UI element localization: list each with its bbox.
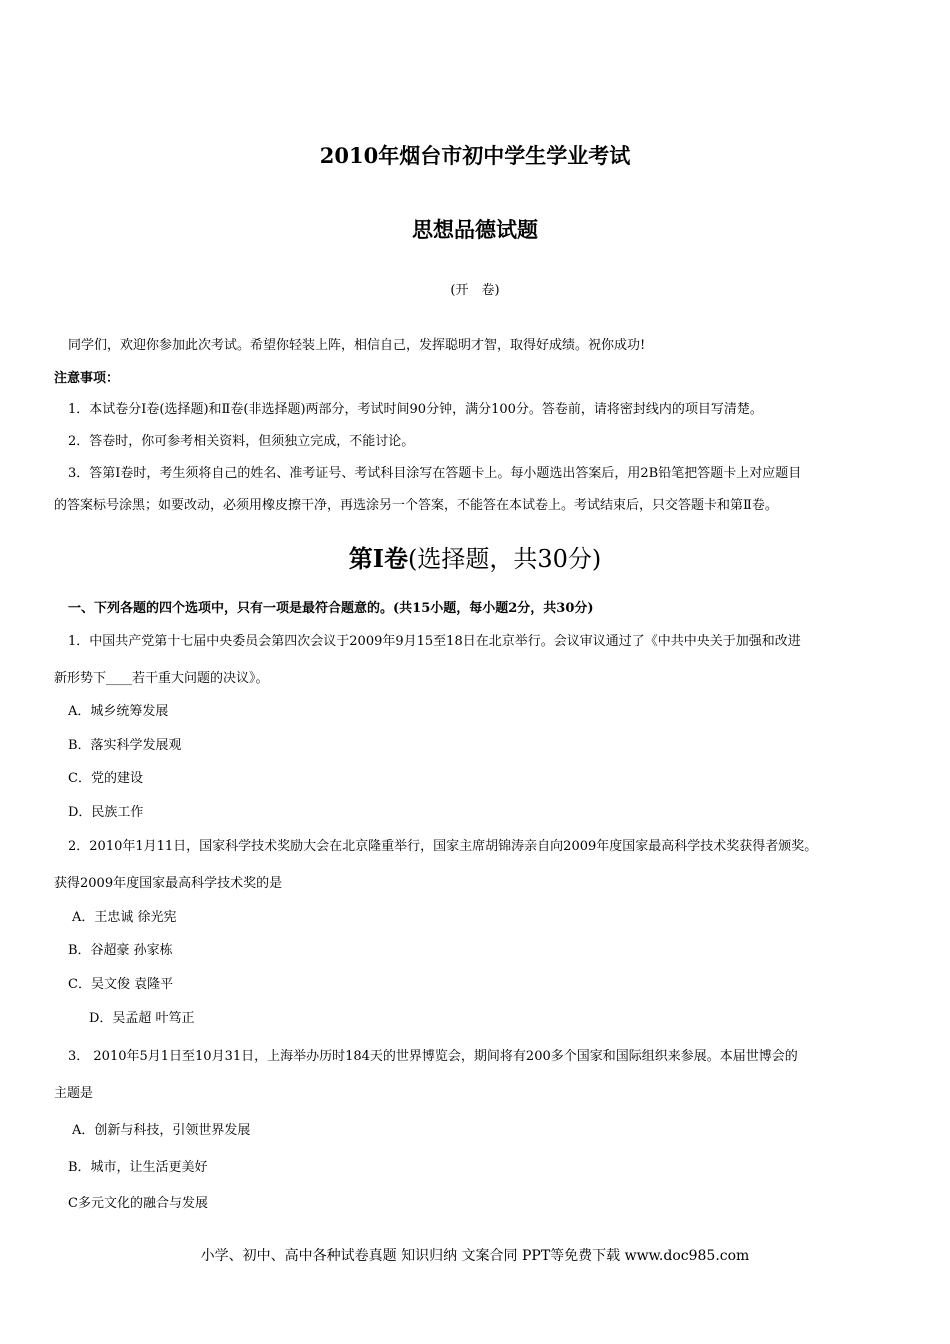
question-2-option-c: C．吴文俊 袁隆平 (68, 977, 174, 992)
question-3-stem: 3． 2010年5月1日至10月31日，上海举办历时184天的世界博览会，期间将有200多个国家和国际组织来参展。本届世博会的 (68, 1049, 798, 1064)
question-1-option-b: B．落实科学发展观 (68, 738, 182, 753)
greeting-text: 同学们，欢迎你参加此次考试。希望你轻装上阵，相信自己，发挥聪明才智，取得好成绩。祝你成功! (68, 338, 646, 353)
note-item-3: 3．答第Ⅰ卷时，考生须将自己的姓名、准考证号、考试科目涂写在答题卡上。每小题选出答案后，用2B铅笔把答题卡上对应题目 (68, 466, 802, 481)
question-1-pre: 新形势下 (54, 671, 107, 686)
question-2-stem-cont: 获得2009年度国家最高科学技术奖的是 (54, 876, 283, 891)
section-label: 第Ⅰ卷 (348, 544, 408, 573)
exam-type-tag: (开 卷) (450, 283, 500, 298)
page-footer: 小学、初中、高中各种试卷真题 知识归纳 文案合同 PPT等免费下载 www.doc985.com (200, 1248, 750, 1264)
question-1-option-d: D．民族工作 (68, 805, 144, 820)
exam-subject: 思想品德试题 (412, 217, 538, 242)
note-item-2: 2．答卷时，你可参考相关资料，但须独立完成，不能讨论。 (68, 434, 415, 449)
question-1-post: 若干重大问题的决议》。 (132, 671, 269, 686)
question-2-option-a: A．王忠诚 徐光宪 (72, 910, 177, 925)
note-item-3-cont: 的答案标号涂黑；如要改动，必须用橡皮擦干净，再选涂另一个答案，不能答在本试卷上。考试结束后，只交答题卡和第Ⅱ卷。 (54, 498, 778, 513)
section-label-detail: (选择题，共30分) (407, 545, 602, 573)
question-1-blank: ____ (106, 671, 133, 686)
question-3-stem-cont: 主题是 (54, 1086, 94, 1101)
question-1-option-c: C．党的建设 (68, 771, 143, 786)
question-2-option-d: D．吴孟超 叶笃正 (89, 1011, 195, 1026)
question-3-option-b: B．城市，让生活更美好 (68, 1160, 208, 1175)
question-2-option-b: B．谷超豪 孙家栋 (68, 943, 173, 958)
section-heading (0, 539, 950, 574)
question-3-option-c: C多元文化的融合与发展 (68, 1196, 208, 1211)
note-item-1: 1．本试卷分Ⅰ卷(选择题)和Ⅱ卷(非选择题)两部分，考试时间90分钟，满分100分。答卷前，请将密封线内的项目写清楚。 (68, 402, 763, 417)
question-1-stem: 1．中国共产党第十七届中央委员会第四次会议于2009年9月15至18日在北京举行。会议审议通过了《中共中央关于加强和改进 (68, 634, 801, 649)
question-2-stem: 2．2010年1月11日，国家科学技术奖励大会在北京隆重举行，国家主席胡锦涛亲自向2009年度国家最高科学技术奖获得者颁奖。 (68, 839, 818, 854)
question-1-option-a: A．城乡统筹发展 (68, 704, 169, 719)
exam-title: 2010年烟台市初中学生学业考试 (319, 143, 631, 168)
section-instruction: 一、下列各题的四个选项中，只有一项是最符合题意的。(共15小题，每小题2分，共30分) (68, 601, 594, 616)
question-3-option-a: A．创新与科技，引领世界发展 (72, 1123, 251, 1138)
question-1-stem-cont (54, 667, 269, 686)
notes-heading: 注意事项： (54, 371, 120, 386)
